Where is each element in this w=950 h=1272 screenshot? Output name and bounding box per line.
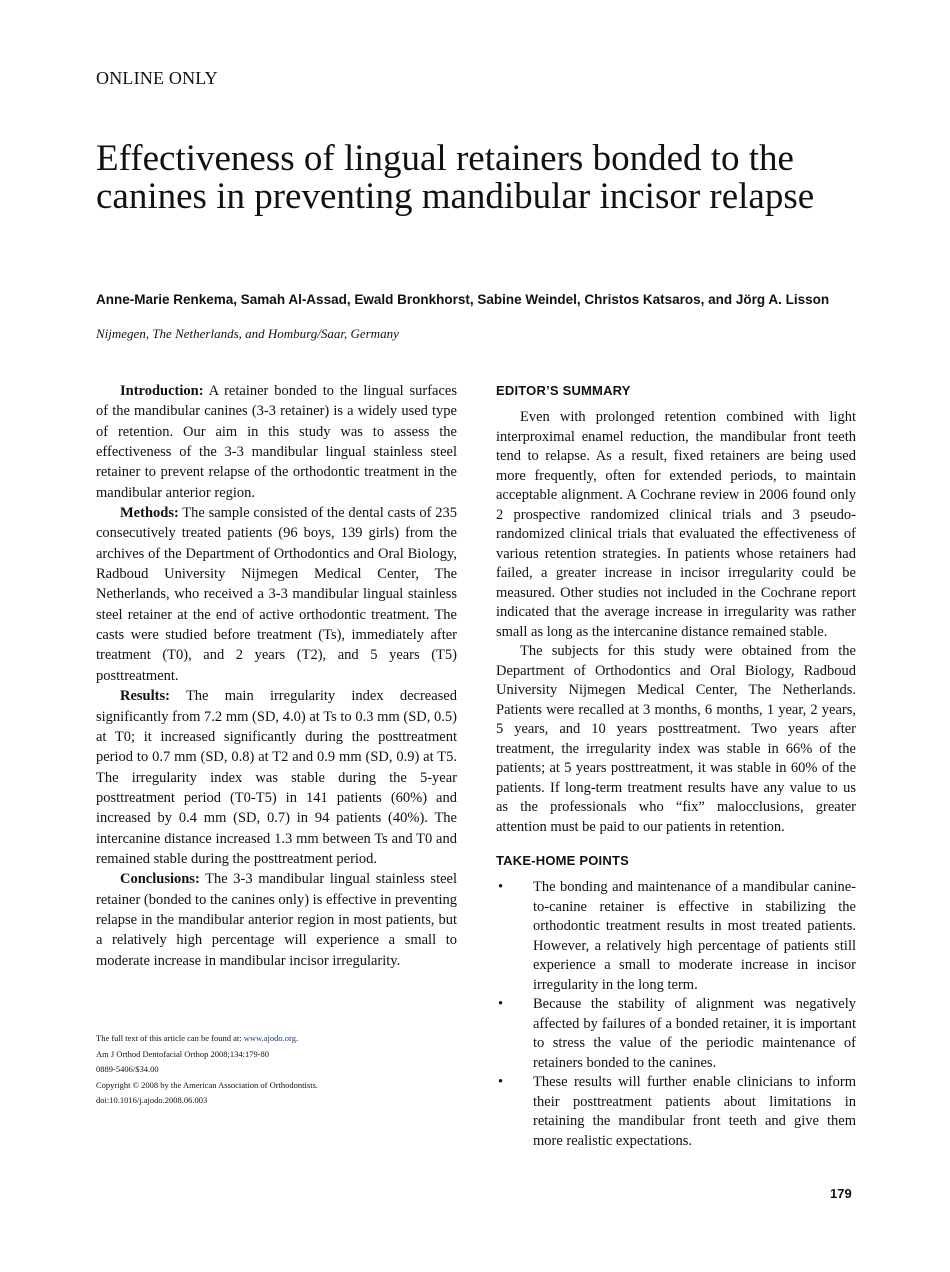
list-item bbox=[496, 1073, 856, 1151]
abstract bbox=[96, 381, 457, 971]
abstract-conclusions bbox=[96, 869, 457, 971]
take-home-heading: TAKE-HOME POINTS bbox=[496, 853, 629, 868]
footnotes bbox=[96, 1031, 457, 1109]
introduction-text: A retainer bonded to the lingual surfaces of the mandibular canines (3-3 retainer) is a widely used type of retention. Our aim in this study was to assess the effectiveness of the 3-3 mandibular lingual stainless steel retainer to prevent relapse of the orthodontic treatment in the mandibular anterior region. bbox=[96, 383, 457, 501]
affiliation: Nijmegen, The Netherlands, and Homburg/Saar, Germany bbox=[96, 326, 399, 341]
bullet-icon: • bbox=[498, 879, 504, 895]
introduction-label: Introduction: bbox=[120, 383, 204, 399]
abstract-results bbox=[96, 686, 457, 869]
list-item bbox=[496, 995, 856, 1073]
conclusions-text: The 3-3 mandibular lingual stainless steel retainer (bonded to the canines only) is effective in preventing relapse in the mandibular anterior region in most patients, but a relatively high percentage will experience a small to moderate increase in mandibular incisor irregularity. bbox=[96, 871, 457, 969]
full-text-suffix: . bbox=[295, 1033, 299, 1043]
full-text-prefix: The full text of this article can be found at: bbox=[96, 1033, 244, 1043]
copyright: Copyright © 2008 by the American Association of Orthodontists. bbox=[96, 1079, 319, 1090]
take-home-list bbox=[496, 878, 856, 1151]
bullet-icon: • bbox=[498, 996, 504, 1012]
author-list: Anne-Marie Renkema, Samah Al-Assad, Ewald Bronkhorst, Sabine Weindel, Christos Katsaros, and Jörg A. Lisson bbox=[96, 292, 830, 307]
results-text: The main irregularity index decreased significantly from 7.2 mm (SD, 4.0) at Ts to 0.3 mm (SD, 0.5) at T0; it increased significantly during the posttreatment period to 0.7 mm (SD, 0.8) at T2 and 0.9 mm (SD, 0.9) at T5. The irregularity index was stable during the 5-year posttreatment period (T0-T5) in 141 patients (60%) and increased by 0.4 mm (SD, 0.7) in 94 patients (40%). The intercanine distance increased 1.3 mm between Ts and T0 and remained stable during the posttreatment period. bbox=[96, 688, 457, 867]
page-number: 179 bbox=[830, 1186, 852, 1201]
full-text-note bbox=[96, 1031, 457, 1047]
sidebar-column bbox=[496, 381, 856, 1151]
issn: 0889-5406/$34.00 bbox=[96, 1064, 159, 1074]
list-item bbox=[496, 878, 856, 995]
take-home-points bbox=[496, 851, 856, 1151]
doi: doi:10.1016/j.ajodo.2008.06.003 bbox=[96, 1095, 208, 1105]
citation: Am J Orthod Dentofacial Orthop 2008;134:179-80 bbox=[96, 1048, 270, 1059]
methods-label: Methods: bbox=[120, 505, 179, 522]
point-text: The bonding and maintenance of a mandibular canine-to-canine retainer is effective in stabilizing the orthodontic treatment results in most treated patients. However, a relatively high percentage of patients still experience a small to moderate increase in incisor irregularity in the long term. bbox=[533, 879, 856, 993]
article-title: Effectiveness of lingual retainers bonded to the canines in preventing mandibular incisor relapse bbox=[96, 138, 815, 217]
editors-summary-heading: EDITOR’S SUMMARY bbox=[496, 383, 631, 398]
point-text: These results will further enable clinicians to inform their posttreatment patients about limitations in retaining the mandibular front teeth and give them more realistic expectations. bbox=[533, 1074, 856, 1149]
abstract-methods bbox=[96, 503, 457, 686]
section-tag: ONLINE ONLY bbox=[96, 68, 218, 88]
results-label: Results: bbox=[120, 688, 170, 705]
methods-text: The sample consisted of the dental casts of 235 consecutively treated patients (96 boys, 139 girls) from the archives of the Department of Orthodontics and Oral Biology, Radboud University Nijmegen Medical Center, The Netherlands, who received a 3-3 mandibular lingual stainless steel retainer at the end of active orthodontic treatment. The casts were studied before treatment (Ts), immediately after treatment (T0), and 2 years (T2), and 5 years (T5) posttreatment. bbox=[96, 505, 457, 684]
journal-link[interactable]: www.ajodo.org bbox=[243, 1033, 296, 1043]
editors-summary bbox=[496, 381, 856, 837]
summary-paragraph: The subjects for this study were obtained from the Department of Orthodontics and Oral Biology, Radboud University Nijmegen Medical Center, The Netherlands. Patients were recalled at 3 months, 6 months, 1 year, 2 years, 5 years, and 10 years posttreatment. Two years after treatment, the irregularity index was stable in 66% of the patients; at 5 years posttreatment, it was stable in 60% of the patients. If long-term treatment results have any value to us as the professionals who “fix” malocclusions, greater attention must be paid to our patients in retention. bbox=[496, 643, 856, 835]
bullet-icon: • bbox=[498, 1074, 504, 1090]
summary-paragraph: Even with prolonged retention combined with light interproximal enamel reduction, the mandibular front teeth tend to relapse. As a result, fixed retainers are being used more frequently, often for extended periods, to maintain acceptable alignment. A Cochrane review in 2006 found only 2 prospective randomized clinical trials and 3 pseudo-randomized clinical trials that evaluated the effectiveness of various retention strategies. In patients whose retainers had failed, a greater increase in incisor irregularity could be measured. Other studies not included in the Cochrane report indicated that the average increase in irregularity was rather small as long as the intercanine distance remained stable. bbox=[496, 409, 856, 640]
abstract-introduction bbox=[96, 381, 457, 503]
conclusions-label: Conclusions: bbox=[120, 871, 200, 888]
point-text: Because the stability of alignment was negatively affected by failures of a bonded retainer, it is important to stress the value of the periodic maintenance of retainers bonded to the canines. bbox=[533, 996, 856, 1071]
